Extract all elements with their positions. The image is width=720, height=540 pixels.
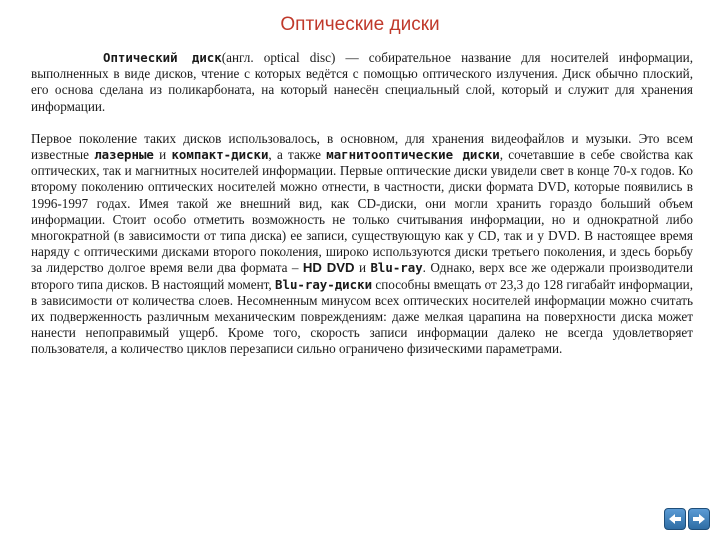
arrow-right-icon xyxy=(692,512,706,526)
text-segment: , сочетавшие в себе свойства как оптических, так и магнитных носителей информации. Первые оптические диски увидели свет в конце 70-х годов. Ко второму поколению оптических носителей можно отнести, в частности, диски формата DVD, которые появились в 1996-1997 годах. Имея такой же внешний вид, как CD-диски, они могли хранить гораздо больший объем информации. Стоит особо отметить возможность не только считывания информации, но и однократной либо многократной (в зависимости от типа диска) ее записи, существующую как у CD, так и у DVD. В настоящее время наряду с оптическими дисками второго поколения, широко используются диски третьего поколения, и здесь борьбу за лидерство долгое время вели два формата – xyxy=(31,147,693,276)
arrow-left-icon xyxy=(668,512,682,526)
term-optical-disc: Оптический диск xyxy=(103,50,222,65)
prev-slide-button[interactable] xyxy=(664,508,686,530)
next-slide-button[interactable] xyxy=(688,508,710,530)
term-hd-dvd: HD DVD xyxy=(302,260,355,276)
slide-navigation xyxy=(664,508,710,530)
term-blu-ray-discs: Blu-ray-диски xyxy=(275,276,373,292)
paragraph-definition xyxy=(31,50,693,115)
slide-title: Оптические диски xyxy=(280,14,440,35)
definition-text: (англ. optical disc) — собирательное название для носителей информации, выполненных в виде дисков, чтение с которых ведётся с помощью оптического излучения. Диск обычно плоский, его основа сделана из поликарбоната, на который нанесён специальный слой, который и служит для хранения информации. xyxy=(31,50,693,114)
text-segment: , а также xyxy=(268,147,327,163)
paragraph-generations xyxy=(31,131,693,358)
text-segment: и xyxy=(153,147,172,163)
text-segment: . Однако, верх все же одержали производители второго типа дисков. В настоящий момент, xyxy=(31,260,693,292)
text-segment: и xyxy=(354,260,371,276)
slide-body xyxy=(31,50,693,358)
term-blu-ray: Blu-ray xyxy=(370,260,423,276)
text-segment: Первое поколение таких дисков использовалось, в основном, для хранения видеофайлов и музыки. Это всем известные xyxy=(31,130,693,163)
term-laser-discs: лазерные xyxy=(94,147,154,163)
term-compact-discs: компакт-диски xyxy=(171,147,269,163)
term-magneto-optical-discs: магнитооптические диски xyxy=(326,147,500,163)
text-segment: способны вмещать от 23,3 до 128 гигабайт информации, в зависимости от количества слоев. Несомненным минусом всех оптических носителей информации можно считать их подверженность различным механическим повреждениям: даже мелкая царапина на поверхности диска может нанести непоправимый ущерб. Кроме того, скорость записи информации далеко не всегда удовлетворяет пользователя, а количество циклов перезаписи сильно ограничено физическими параметрами. xyxy=(31,276,693,357)
